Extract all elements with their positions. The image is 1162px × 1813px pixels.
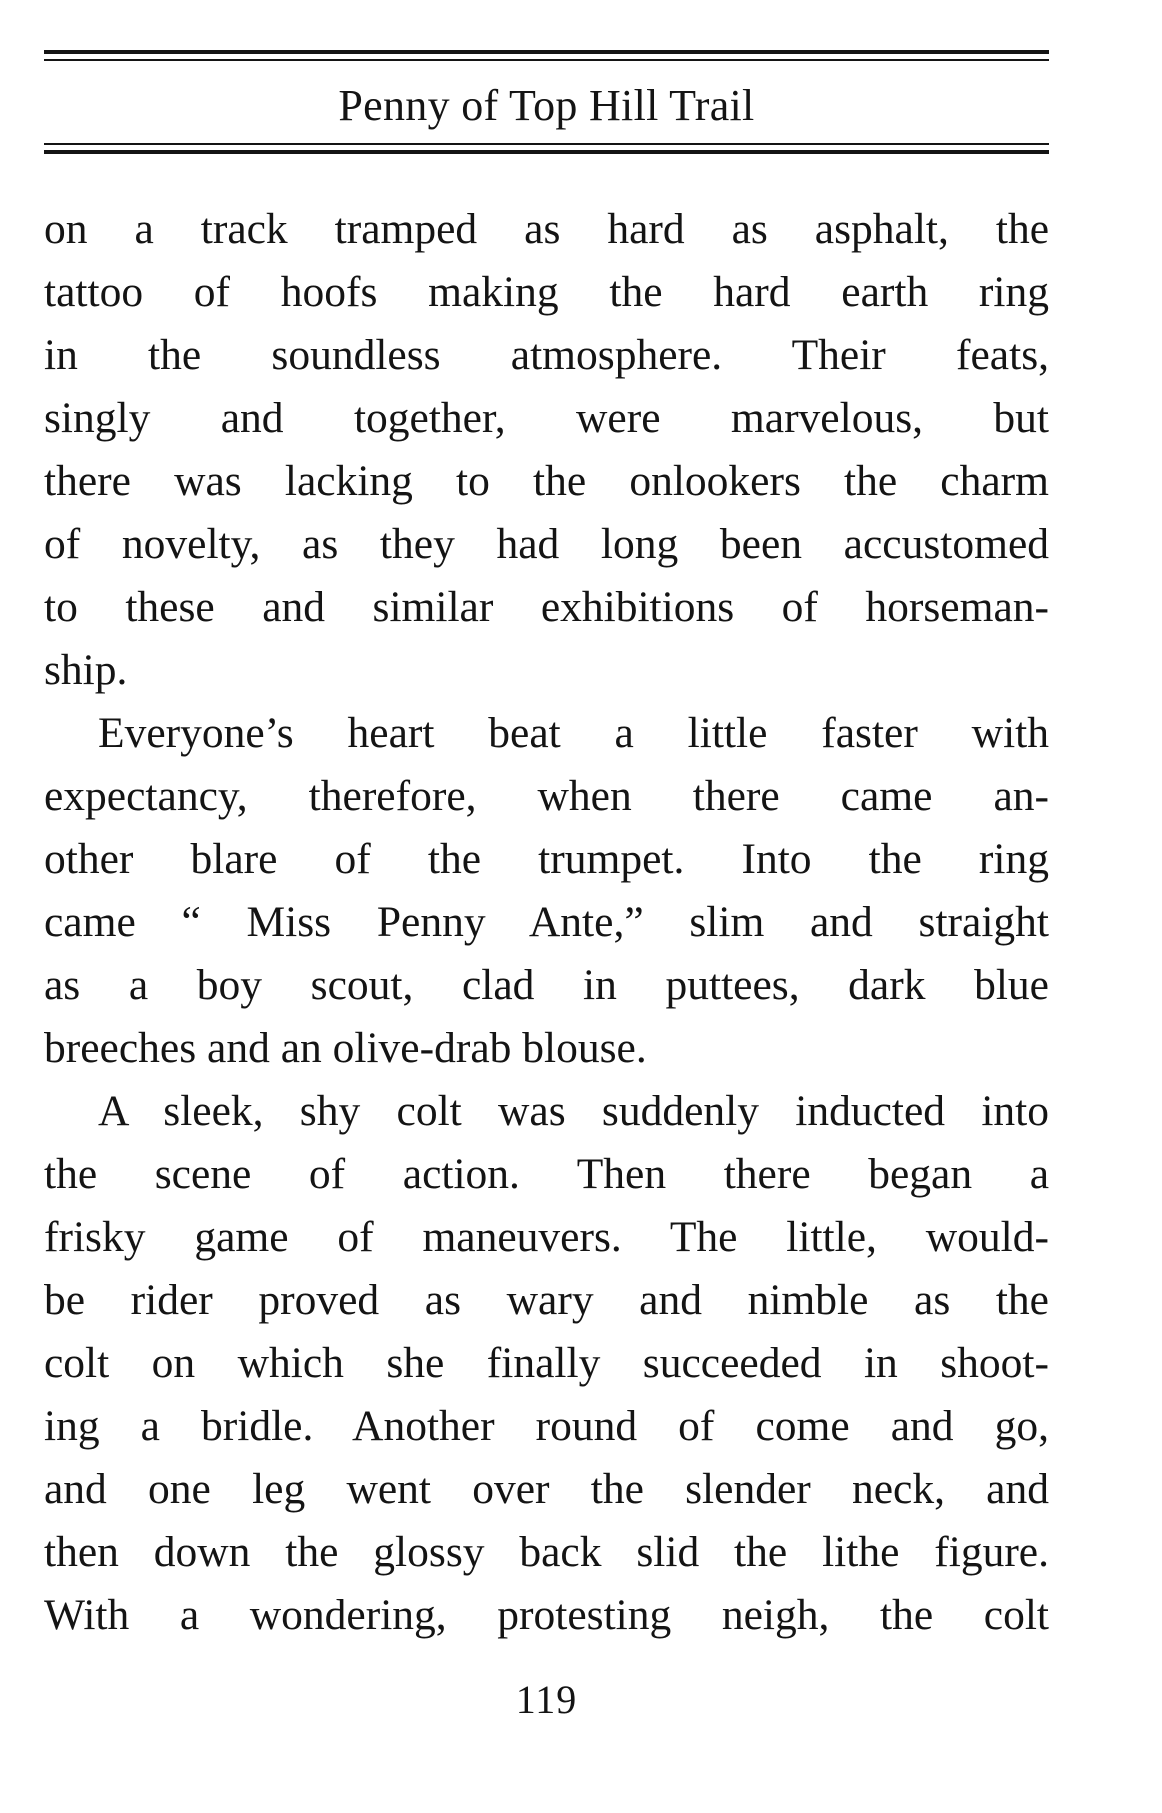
header-rule-bottom-thick bbox=[44, 150, 1049, 154]
text-line: as a boy scout, clad in puttees, dark blue bbox=[44, 961, 1049, 1009]
text-line: to these and similar exhibitions of horseman- bbox=[44, 583, 1049, 631]
text-line: frisky game of maneuvers. The little, would- bbox=[44, 1213, 1049, 1261]
text-line: singly and together, were marvelous, but bbox=[44, 394, 1049, 442]
text-line: expectancy, therefore, when there came an- bbox=[44, 772, 1049, 820]
text-line: of novelty, as they had long been accustomed bbox=[44, 520, 1049, 568]
text-line: the scene of action. Then there began a bbox=[44, 1150, 1049, 1198]
text-line: ing a bridle. Another round of come and go, bbox=[44, 1402, 1049, 1450]
text-line: in the soundless atmosphere. Their feats, bbox=[44, 331, 1049, 379]
text-line: tattoo of hoofs making the hard earth ring bbox=[44, 268, 1049, 316]
text-line: A sleek, shy colt was suddenly inducted into bbox=[98, 1087, 1049, 1135]
header-rule-top-thin bbox=[44, 59, 1049, 61]
text-line: then down the glossy back slid the lithe figure. bbox=[44, 1528, 1049, 1576]
text-line: ship. bbox=[44, 646, 128, 694]
text-line: colt on which she finally succeeded in shoot- bbox=[44, 1339, 1049, 1387]
page-body bbox=[44, 198, 1049, 1647]
header-rule-top-thick bbox=[44, 50, 1049, 54]
page-number: 119 bbox=[515, 1677, 578, 1722]
header-rule-bottom-thin bbox=[44, 143, 1049, 145]
text-line: came “ Miss Penny Ante,” slim and straight bbox=[44, 898, 1049, 946]
text-line: other blare of the trumpet. Into the ring bbox=[44, 835, 1049, 883]
text-line: With a wondering, protesting neigh, the colt bbox=[44, 1591, 1049, 1639]
text-line: on a track tramped as hard as asphalt, the bbox=[44, 205, 1049, 253]
text-line: breeches and an olive-drab blouse. bbox=[44, 1024, 647, 1072]
text-line: Everyone’s heart beat a little faster with bbox=[98, 709, 1049, 757]
text-line: be rider proved as wary and nimble as the bbox=[44, 1276, 1049, 1324]
running-header-title: Penny of Top Hill Trail bbox=[338, 81, 755, 130]
text-line: there was lacking to the onlookers the charm bbox=[44, 457, 1049, 505]
text-line: and one leg went over the slender neck, and bbox=[44, 1465, 1049, 1513]
